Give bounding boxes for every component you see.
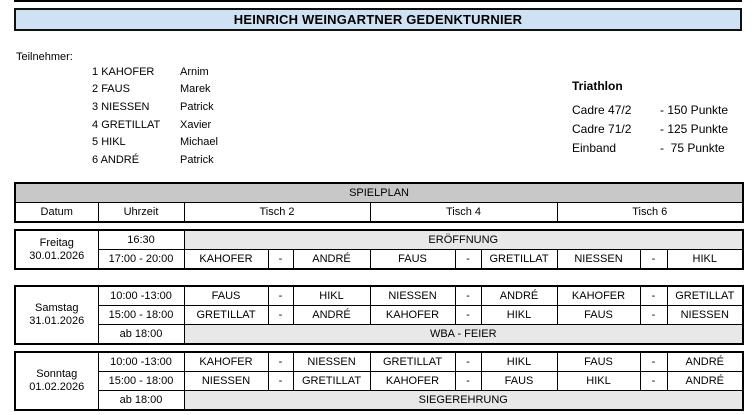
player-cell: KAHOFER: [370, 306, 455, 325]
participants-label: Teilnehmer:: [16, 51, 73, 63]
player-cell: KAHOFER: [184, 352, 268, 372]
vs-dash-cell: -: [455, 250, 481, 270]
vs-dash-cell: -: [640, 372, 667, 391]
player-cell: NIESSEN: [667, 306, 743, 325]
points-value: - 75 Punkte: [660, 141, 725, 156]
time-cell: 10:00 -13:00: [98, 352, 184, 372]
day-date: 01.02.2026: [29, 381, 85, 393]
participant-row: [92, 63, 218, 81]
participant-lastname: ANDRÉ: [100, 153, 140, 166]
triathlon-row: [572, 100, 728, 119]
schedule-row: [15, 230, 743, 250]
participant-number: 5: [92, 136, 99, 149]
participant-lastname: HIKL: [101, 136, 126, 149]
time-cell: 15:00 - 18:00: [98, 372, 184, 391]
participant-lastname: NIESSEN: [101, 100, 150, 113]
player-cell: GRETILLAT: [293, 372, 370, 391]
vs-dash-cell: -: [455, 372, 481, 391]
column-header-tisch2: Tisch 2: [184, 203, 370, 223]
column-header-datum: Datum: [15, 203, 98, 223]
player-cell: HIKL: [481, 352, 557, 372]
date-cell-samstag: [15, 286, 98, 344]
player-cell: FAUS: [557, 306, 640, 325]
player-cell: ANDRÉ: [293, 306, 370, 325]
participant-firstname: Arnim: [180, 65, 209, 78]
day-name: Freitag: [39, 236, 74, 249]
player-cell: NIESSEN: [293, 352, 370, 372]
schedule-row: [15, 391, 743, 411]
participants-list: [92, 63, 218, 169]
player-cell: ANDRÉ: [667, 372, 743, 391]
player-cell: HIKL: [667, 250, 743, 270]
player-cell: ANDRÉ: [667, 352, 743, 372]
discipline-label: Cadre 71/2: [572, 121, 632, 136]
schedule-row: [15, 325, 743, 345]
vs-dash-cell: -: [640, 250, 667, 270]
participant-row: [92, 151, 218, 169]
participant-lastname: KAHOFER: [101, 65, 155, 78]
column-header-tisch4: Tisch 4: [370, 203, 557, 223]
participant-firstname: Michael: [180, 136, 218, 149]
schedule-row: [15, 286, 743, 306]
day-date: 31.01.2026: [29, 315, 85, 327]
player-cell: ANDRÉ: [481, 286, 557, 306]
page-title: HEINRICH WEINGARTNER GEDENKTURNIER: [233, 12, 523, 27]
participant-lastname: FAUS: [101, 83, 130, 96]
date-cell-sonntag: [15, 352, 98, 410]
participant-number: 2: [92, 83, 99, 96]
vs-dash-cell: -: [455, 306, 481, 325]
player-cell: NIESSEN: [370, 286, 455, 306]
triathlon-title: Triathlon: [572, 79, 623, 93]
time-cell: ab 18:00: [98, 391, 184, 411]
day-block-sonntag: [14, 351, 744, 411]
player-cell: HIKL: [557, 372, 640, 391]
time-cell: 16:30: [98, 230, 184, 250]
time-cell: 15:00 - 18:00: [98, 306, 184, 325]
triathlon-row: [572, 139, 728, 158]
participant-number: 4: [92, 118, 99, 131]
player-cell: KAHOFER: [557, 286, 640, 306]
player-cell: GRETILLAT: [184, 306, 268, 325]
schedule-header-table: [14, 182, 744, 223]
player-cell: NIESSEN: [184, 372, 268, 391]
day-name: Samstag: [35, 302, 79, 314]
vs-dash-cell: -: [455, 352, 481, 372]
day-date: 30.01.2026: [29, 249, 85, 262]
participant-firstname: Patrick: [180, 100, 214, 113]
schedule-row: [15, 352, 743, 372]
participant-row: [92, 116, 218, 134]
vs-dash-cell: -: [268, 306, 293, 325]
event-cell: WBA - FEIER: [184, 325, 743, 345]
title-banner: [14, 8, 742, 31]
time-cell: 10:00 -13:00: [98, 286, 184, 306]
vs-dash-cell: -: [268, 372, 293, 391]
triathlon-panel: [572, 79, 728, 158]
column-header-uhrzeit: Uhrzeit: [98, 203, 184, 223]
participant-firstname: Xavier: [180, 118, 212, 131]
vs-dash-cell: -: [640, 286, 667, 306]
schedule-row: [15, 306, 743, 325]
day-block-freitag: [14, 229, 744, 270]
event-cell: SIEGEREHRUNG: [184, 391, 743, 411]
points-value: - 125 Punkte: [660, 121, 729, 136]
column-header-row: [15, 203, 743, 223]
vs-dash-cell: -: [640, 306, 667, 325]
time-cell: ab 18:00: [98, 325, 184, 345]
discipline-label: Einband: [572, 141, 617, 156]
player-cell: NIESSEN: [557, 250, 640, 270]
triathlon-row: [572, 119, 728, 138]
time-cell: 17:00 - 20:00: [98, 250, 184, 270]
spielplan-banner-row: [15, 183, 743, 203]
event-cell: ERÖFFNUNG: [184, 230, 743, 250]
vs-dash-cell: -: [455, 286, 481, 306]
column-header-tisch6: Tisch 6: [557, 203, 743, 223]
player-cell: FAUS: [184, 286, 268, 306]
player-cell: KAHOFER: [184, 250, 268, 270]
participant-row: [92, 81, 218, 99]
participant-number: 1: [92, 65, 99, 78]
player-cell: GRETILLAT: [481, 250, 557, 270]
player-cell: GRETILLAT: [667, 286, 743, 306]
discipline-label: Cadre 47/2: [572, 102, 632, 117]
vs-dash-cell: -: [268, 250, 293, 270]
top-rule: [14, 0, 742, 2]
participant-number: 3: [92, 100, 99, 113]
date-cell-freitag: [15, 230, 98, 269]
participant-firstname: Marek: [180, 83, 211, 96]
participant-firstname: Patrick: [180, 153, 214, 166]
participant-lastname: GRETILLAT: [101, 118, 161, 131]
player-cell: FAUS: [370, 250, 455, 270]
player-cell: KAHOFER: [370, 372, 455, 391]
participant-row: [92, 98, 218, 116]
vs-dash-cell: -: [640, 352, 667, 372]
player-cell: GRETILLAT: [370, 352, 455, 372]
player-cell: FAUS: [557, 352, 640, 372]
vs-dash-cell: -: [268, 286, 293, 306]
participant-row: [92, 133, 218, 151]
player-cell: FAUS: [481, 372, 557, 391]
day-name: Sonntag: [36, 368, 78, 380]
player-cell: ANDRÉ: [293, 250, 370, 270]
player-cell: HIKL: [481, 306, 557, 325]
schedule-row: [15, 250, 743, 270]
vs-dash-cell: -: [268, 352, 293, 372]
schedule-row: [15, 372, 743, 391]
day-block-samstag: [14, 285, 744, 345]
spielplan-banner: SPIELPLAN: [15, 183, 743, 203]
player-cell: HIKL: [293, 286, 370, 306]
participant-number: 6: [92, 153, 99, 166]
points-value: - 150 Punkte: [660, 102, 729, 117]
